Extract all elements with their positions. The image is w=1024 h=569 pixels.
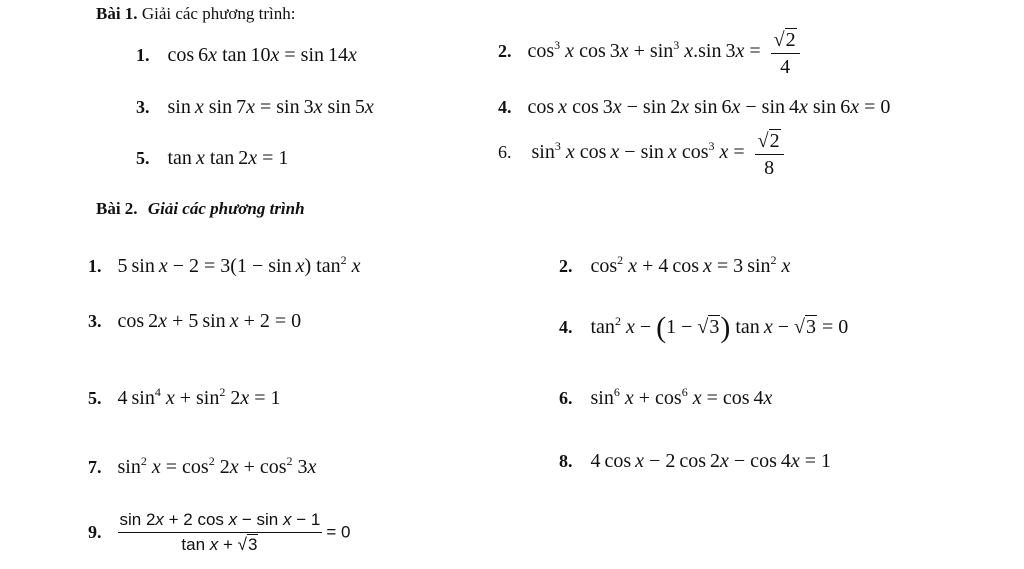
bai2-problem-9 <box>88 508 350 557</box>
bai1-heading <box>96 4 296 24</box>
bai2-problem-1 <box>88 255 360 278</box>
bai2-problem-4 <box>559 311 849 344</box>
bai1-problem-4 <box>498 96 890 119</box>
equation: $\tan^2 x - (1 - √3)$ tan x − √3 = 0 <box>590 311 849 344</box>
problem-number: 5. <box>136 148 150 168</box>
bai1-problem-1 <box>136 44 357 67</box>
equation: $\sin^2 x = \cos^2 2x + \cos^2 3x$ <box>117 454 317 478</box>
bai1-problem-6 <box>498 128 784 181</box>
bai1-heading-text: Giải các phương trình: <box>141 4 296 23</box>
problem-number: 6. <box>559 388 573 408</box>
equation: $\cos^3 x$ $\cos 3x + \sin^3 x.\sin$ 3x = <box>527 38 761 63</box>
bai1-problem-3 <box>136 96 374 119</box>
fraction <box>118 508 323 557</box>
problem-number: 8. <box>559 451 573 471</box>
problem-number: 3. <box>88 311 102 331</box>
equation: 5 sin x − 2 = 3(1 − sin x) $\tan^2 x$ <box>117 253 361 277</box>
equation: 4 $\sin^4 x + \sin^2 2x = 1$ <box>117 385 281 409</box>
bai2-heading-number: Bài 2. <box>96 199 138 218</box>
bai1-problem-2 <box>498 27 800 80</box>
problem-number: 4. <box>559 317 573 337</box>
bai1-problem-5 <box>136 147 288 170</box>
equation: $\cos^2 x + 4$ cos x = 3 $\sin^2 x$ <box>590 253 791 277</box>
problem-number: 5. <box>88 388 102 408</box>
fraction-numerator: √2 <box>771 27 800 54</box>
equation: sin x sin 7x = sin 3x sin 5x <box>167 96 374 118</box>
fraction <box>771 27 800 80</box>
problem-number: 7. <box>88 457 102 477</box>
bai2-problem-2 <box>559 255 790 278</box>
problem-number: 9. <box>88 522 102 542</box>
problem-number: 2. <box>559 256 573 276</box>
fraction-numerator: sin 2x + 2 cos x − sin x − 1 <box>118 508 323 533</box>
problem-number: 4. <box>498 97 512 117</box>
bai2-heading-text: Giải các phương trình <box>147 199 305 218</box>
bai2-problem-5 <box>88 387 281 410</box>
bai2-problem-6 <box>559 387 772 410</box>
problem-number: 1. <box>136 45 150 65</box>
problem-number: 3. <box>136 97 150 117</box>
fraction-denominator: 8 <box>764 157 775 179</box>
equation: 4 cos x − 2 cos 2x − cos 4x = 1 <box>590 450 832 472</box>
bai2-problem-8 <box>559 450 831 473</box>
equation: cos 6x tan 10x = sin 14x <box>167 44 357 66</box>
equation: $\sin^6 x + \cos^6 x = \cos 4x$ <box>590 385 773 409</box>
equation: cos 2x + 5 sin x + 2 = 0 <box>117 310 302 332</box>
fraction <box>755 128 784 181</box>
bai2-problem-7 <box>88 456 316 479</box>
equation: cos x cos 3x − sin 2x sin 6x − sin 4x sin 6x = 0 <box>527 96 891 118</box>
problem-number: 2. <box>498 41 512 62</box>
fraction-numerator: √2 <box>755 128 784 155</box>
problem-number: 6. <box>498 142 512 163</box>
bai2-heading <box>96 199 305 219</box>
equation: $\sin^3 x$ cos x − sin x $\cos^3 x$ = <box>531 139 745 164</box>
equation-rhs: = 0 <box>326 522 351 542</box>
fraction-denominator: 4 <box>780 56 791 78</box>
bai2-problem-3 <box>88 310 301 333</box>
problem-number: 1. <box>88 256 102 276</box>
equation: tan x tan 2x = 1 <box>167 147 289 169</box>
fraction-denominator: tan x + √3 <box>181 535 258 554</box>
bai1-heading-number: Bài 1. <box>96 4 138 23</box>
